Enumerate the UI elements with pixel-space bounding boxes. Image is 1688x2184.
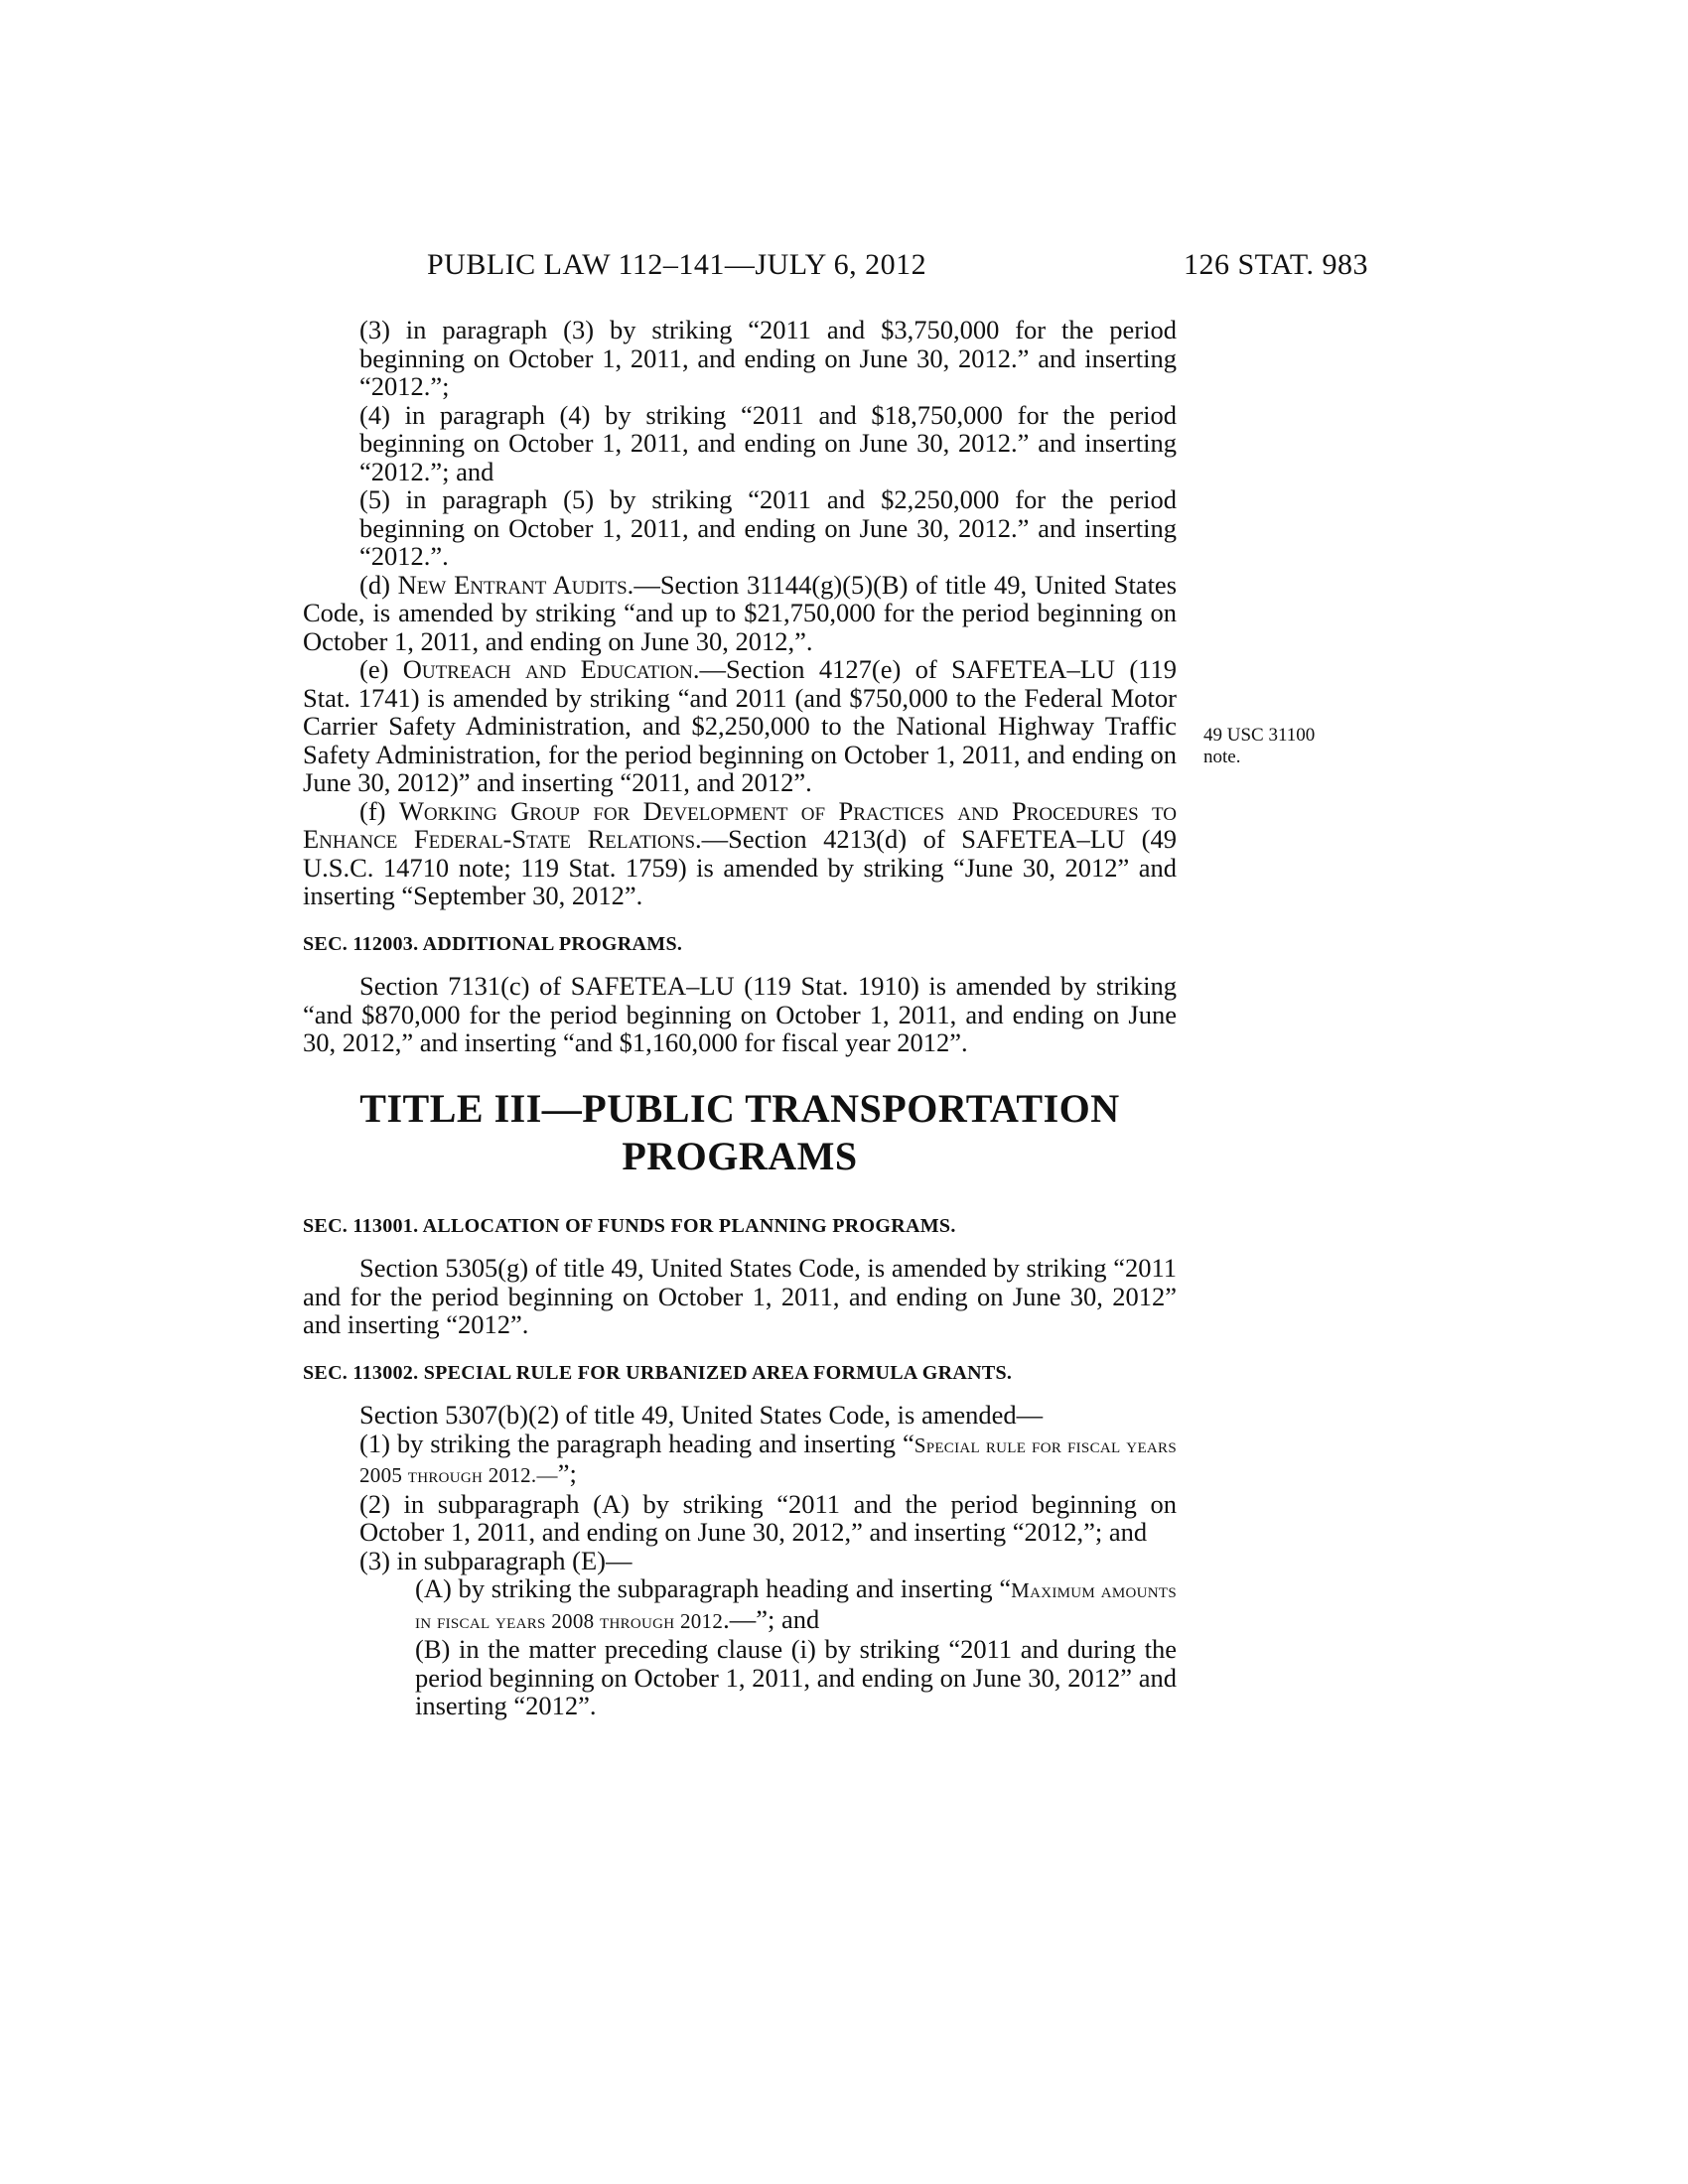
- section-113002-item-2: [303, 1490, 1177, 1547]
- item-3B-text: (B) in the matter preceding clause (i) by striking “2011 and during the period beginning on October 1, 2011, and ending on June 30, 2012” and inserting “2012”.: [415, 1634, 1177, 1720]
- running-head: PUBLIC LAW 112–141—JULY 6, 2012: [427, 248, 927, 281]
- section-113002-heading: SEC. 113002. SPECIAL RULE FOR URBANIZED AREA FORMULA GRANTS.: [303, 1361, 1013, 1384]
- item-3A-inserted-heading: Maximum amounts in fiscal years 2008 through 2012: [415, 1578, 1177, 1633]
- margin-note: [1203, 725, 1315, 768]
- subsection-e: [303, 655, 1177, 797]
- margin-note-line1: 49 USC 31100: [1203, 725, 1316, 746]
- title-heading: [303, 1085, 1177, 1180]
- page-reference: 126 STAT. 983: [1183, 248, 1368, 281]
- paragraph-3-text: (3) in paragraph (3) by striking “2011 and $3,750,000 for the period beginning on October 1, 2011, and ending on June 30, 2012.” and inserting “2012.”;: [359, 315, 1177, 401]
- section-112003-heading: SEC. 112003. ADDITIONAL PROGRAMS.: [303, 932, 683, 955]
- paragraph-4-text: (4) in paragraph (4) by striking “2011 and $18,750,000 for the period beginning on October 1, 2011, and ending on June 30, 2012.” and inserting “2012.”; and: [359, 399, 1177, 486]
- subsection-f-text: —Section 4213(d) of SAFETEA–LU (49 U.S.C. 14710 note; 119 Stat. 1759) is amended by striking “June 30, 2012” and inserting “September 30, 2012”.: [303, 824, 1177, 910]
- item-2-text: (2) in subparagraph (A) by striking “2011 and the period beginning on October 1, 2011, and ending on June 30, 2012,” and inserting “2012,”; and: [359, 1488, 1177, 1547]
- paragraph-4: [303, 401, 1177, 486]
- body-column: [303, 316, 1177, 1720]
- subsection-d: [303, 571, 1177, 656]
- section-113002-item-3A: [303, 1574, 1177, 1635]
- subsection-f-heading: Working Group for Development of Practices and Procedures to Enhance Federal-State Relations.: [303, 795, 1178, 854]
- item-3A-text: (A) by striking the subparagraph heading and inserting “: [415, 1573, 1012, 1603]
- title-line-1: TITLE III—PUBLIC TRANSPORTATION: [359, 1085, 1120, 1131]
- paragraph-3: [303, 316, 1177, 401]
- subsection-f: [303, 797, 1177, 910]
- item-1-inserted-heading: Special rule for fiscal years 2005 through 2012.—: [359, 1433, 1177, 1487]
- section-112003-text: Section 7131(c) of SAFETEA–LU (119 Stat. 1910) is amended by striking “and $870,000 for the period beginning on October 1, 2011, and ending on June 30, 2012,” and inserting “and $1,160,000 for fiscal year 2012”.: [303, 971, 1177, 1057]
- subsection-d-label: (d): [359, 569, 398, 600]
- subsection-e-text: —Section 4127(e) of SAFETEA–LU (119 Stat. 1741) is amended by striking “and 2011 (and $750,000 to the Federal Motor Carrier Safety Administration, and $2,250,000 to the National Highway Traffic Safety Administration, for the period beginning on October 1, 2011, and ending on June 30, 2012)” and inserting “2011, and 2012”.: [303, 654, 1177, 797]
- item-3-text: (3) in subparagraph (E)—: [359, 1545, 633, 1575]
- subsection-d-heading: New Entrant Audits.: [397, 569, 634, 600]
- section-113002-intro: Section 5307(b)(2) of title 49, United States Code, is amended—: [359, 1400, 1044, 1430]
- item-1-text: (1) by striking the paragraph heading and inserting “: [359, 1428, 914, 1458]
- section-113002-item-3: [303, 1547, 1177, 1575]
- title-line-2: PROGRAMS: [622, 1133, 858, 1178]
- subsection-d-text: —Section 31144(g)(5)(B) of title 49, United States Code, is amended by striking “and up to $21,750,000 for the period beginning on October 1, 2011, and ending on June 30, 2012,”.: [303, 569, 1178, 656]
- paragraph-5: [303, 485, 1177, 571]
- section-113001-text: Section 5305(g) of title 49, United States Code, is amended by striking “2011 and for the period beginning on October 1, 2011, and ending on June 30, 2012” and inserting “2012”.: [303, 1253, 1177, 1339]
- section-113001-heading: SEC. 113001. ALLOCATION OF FUNDS FOR PLANNING PROGRAMS.: [303, 1214, 956, 1237]
- section-113002-item-3B: [303, 1635, 1177, 1720]
- paragraph-5-text: (5) in paragraph (5) by striking “2011 and $2,250,000 for the period beginning on October 1, 2011, and ending on June 30, 2012.” and inserting “2012.”.: [359, 484, 1177, 571]
- margin-note-line2: note.: [1203, 747, 1241, 767]
- subsection-e-heading: Outreach and Education.: [402, 654, 700, 684]
- item-1-close: ”;: [557, 1458, 577, 1488]
- subsection-f-label: (f): [359, 795, 399, 826]
- section-113002-item-1: [303, 1430, 1177, 1490]
- item-3A-close: .—”; and: [723, 1603, 820, 1634]
- subsection-e-label: (e): [359, 654, 403, 684]
